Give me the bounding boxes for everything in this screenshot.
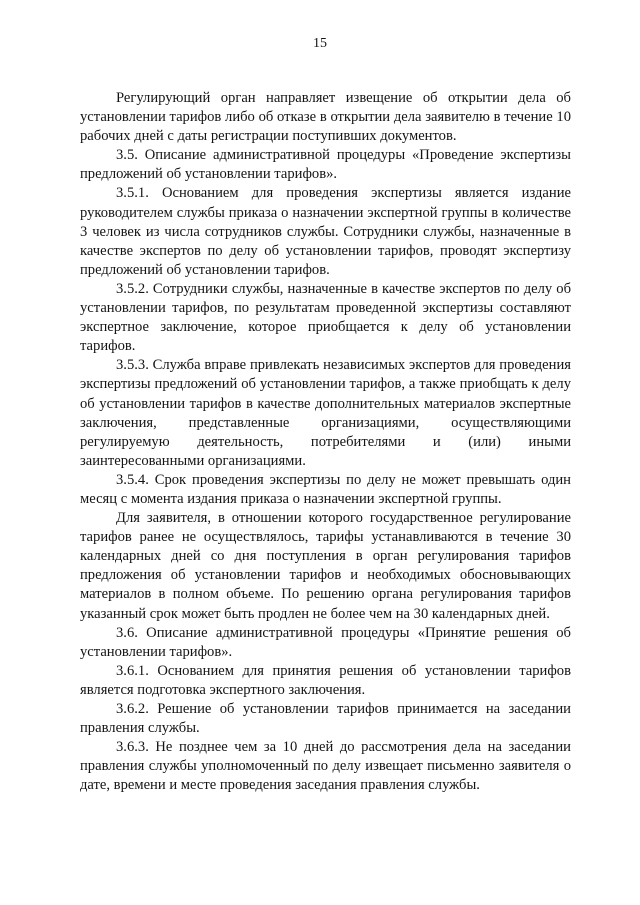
paragraph-3-5-1: 3.5.1. Основанием для проведения экспертизы является издание руководителем службы приказа о назначении экспертной группы в количестве 3 человек из числа сотрудников службы. Сотрудники службы, назначенные в качестве экспертов по делу об установлении тарифов, проводят экспертизу предложений об установлении тарифов. (80, 185, 571, 278)
document-body (80, 89, 571, 795)
paragraph-3-5-4: 3.5.4. Срок проведения экспертизы по делу не может превышать один месяц с момента издания приказа о назначении экспертной группы. (80, 471, 571, 507)
paragraph-3-6-2: 3.6.2. Решение об установлении тарифов принимается на заседании правления службы. (80, 701, 571, 737)
paragraph-3-5-2: 3.5.2. Сотрудники службы, назначенные в качестве экспертов по делу об установлении тарифов, по результатам проведенной экспертизы составляют экспертное заключение, которое приобщается к делу об установлении тарифов. (80, 280, 571, 355)
paragraph-notice: Регулирующий орган направляет извещение об открытии дела об установлении тарифов либо об отказе в открытии дела заявителю в течение 10 рабочих дней с даты регистрации поступивших документов. (80, 90, 571, 145)
paragraph-new-applicant: Для заявителя, в отношении которого государственное регулирование тарифов ранее не осуществлялось, тарифы устанавливаются в течение 30 календарных дней со дня поступления в орган регулирования тарифов предложения об установлении тарифов и необходимых обосновывающих материалов в полном объеме. По решению органа регулирования тарифов указанный срок может быть продлен не более чем на 30 календарных дней. (80, 510, 571, 622)
page-number: 15 (313, 36, 327, 51)
paragraph-3-6-3: 3.6.3. Не позднее чем за 10 дней до рассмотрения дела на заседании правления службы уполномоченный по делу извещает письменно заявителя о дате, времени и месте проведения заседания правления службы. (80, 739, 571, 794)
paragraph-3-6-1: 3.6.1. Основанием для принятия решения об установлении тарифов является подготовка экспертного заключения. (80, 662, 571, 698)
paragraph-3-5: 3.5. Описание административной процедуры «Проведение экспертизы предложений об установлении тарифов». (80, 147, 571, 183)
paragraph-3-5-3: 3.5.3. Служба вправе привлекать независимых экспертов для проведения экспертизы предложений об установлении тарифов, а также приобщать к делу об установлении тарифов в качестве дополнительных материалов экспертные заключения, представленные организациями, осуществляющими регулируемую деятельность, потребителями и (или) иными заинтересованными организациями. (80, 357, 571, 469)
paragraph-3-6: 3.6. Описание административной процедуры «Принятие решения об установлении тарифов». (80, 624, 571, 660)
